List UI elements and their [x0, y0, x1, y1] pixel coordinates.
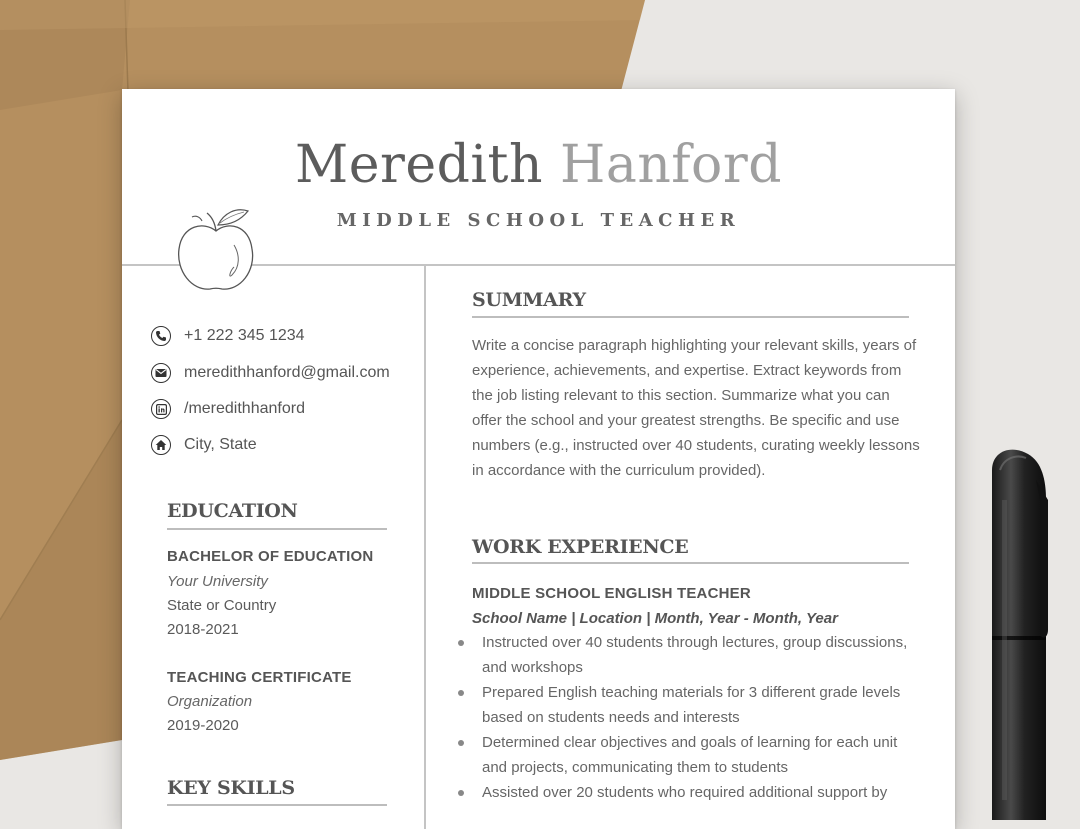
pen [980, 440, 1060, 820]
summary-text: Write a concise paragraph highlighting your relevant skills, years of experience, achievements, and expertise. Extract keywords from the job listing relevant to this section. Summarize what you can offer the school and your greatest strengths. Be specific and use numbers (e.g., instructed over 40 students, curating weekly lessons in accordance with the curriculum provided). [472, 337, 920, 479]
list-item: Instructed over 40 students through lectures, group discussions, and workshops [455, 630, 925, 680]
email-icon [151, 363, 171, 383]
certificate-name: TEACHING CERTIFICATE [167, 669, 352, 686]
column-divider [424, 265, 426, 829]
candidate-name [122, 135, 955, 195]
work-job-title: MIDDLE SCHOOL ENGLISH TEACHER [472, 585, 751, 602]
education-rule [167, 528, 387, 530]
degree-years: 2018-2021 [167, 621, 239, 638]
certificate-org: Organization [167, 693, 253, 710]
name-last: Hanford [559, 135, 783, 195]
school-name: Your University [167, 573, 268, 590]
linkedin-icon [151, 399, 171, 419]
contact-location [151, 432, 257, 458]
work-rule [472, 562, 909, 564]
contact-phone [151, 323, 305, 349]
work-job-meta: School Name | Location | Month, Year - Month, Year [472, 610, 838, 627]
phone-icon [151, 326, 171, 346]
work-bullets [455, 630, 925, 805]
certificate-years: 2019-2020 [167, 717, 239, 734]
degree-name: BACHELOR OF EDUCATION [167, 548, 374, 565]
list-item: Determined clear objectives and goals of learning for each unit and projects, communicating them to students [455, 730, 925, 780]
education-heading: EDUCATION [167, 500, 298, 522]
school-place: State or Country [167, 597, 277, 614]
contact-linkedin [151, 396, 305, 422]
location-text: City, State [184, 436, 257, 453]
phone-text: +1 222 345 1234 [184, 327, 305, 344]
linkedin-text: /meredithhanford [184, 400, 305, 417]
contact-email [151, 360, 390, 386]
work-heading: WORK EXPERIENCE [472, 536, 689, 558]
skills-rule [167, 804, 387, 806]
resume-page [122, 89, 955, 829]
job-title: MIDDLE SCHOOL TEACHER [336, 210, 741, 231]
email-text: meredithhanford@gmail.com [184, 364, 390, 381]
list-item: Prepared English teaching materials for 3 different grade levels based on students needs and interests [455, 680, 925, 730]
summary-rule [472, 316, 909, 318]
home-icon [151, 435, 171, 455]
list-item: Assisted over 20 students who required additional support by [455, 780, 925, 805]
apple-illustration [174, 201, 258, 297]
name-first: Meredith [294, 135, 543, 195]
skills-heading: KEY SKILLS [167, 777, 295, 799]
summary-heading: SUMMARY [472, 289, 586, 311]
